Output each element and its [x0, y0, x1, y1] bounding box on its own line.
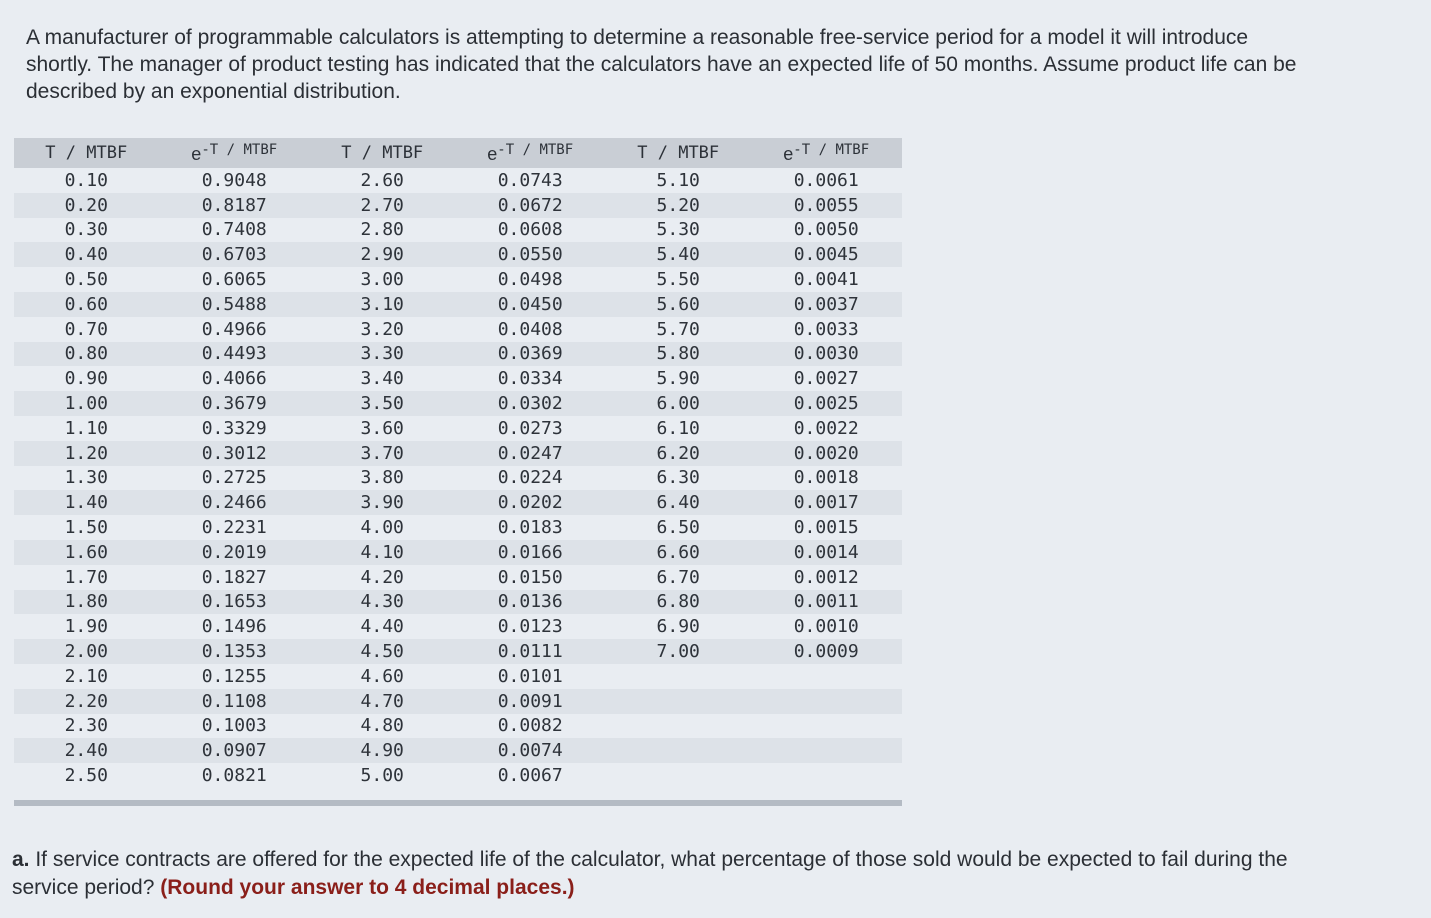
table-cell: 0.0101	[454, 664, 606, 689]
table-cell: 5.30	[606, 218, 750, 243]
table-cell: 0.6703	[158, 242, 310, 267]
table-cell: 0.0014	[750, 540, 902, 565]
table-cell: 0.0061	[750, 168, 902, 193]
table-cell: 0.0821	[158, 763, 310, 788]
table-row	[14, 416, 902, 441]
table-row	[14, 391, 902, 416]
table-cell: 3.20	[310, 317, 454, 342]
table-cell: 0.0027	[750, 366, 902, 391]
table-cell: 3.70	[310, 441, 454, 466]
table-body	[14, 168, 902, 788]
table-cell: 0.1003	[158, 714, 310, 739]
table-cell	[750, 664, 902, 689]
table-cell: 0.0608	[454, 218, 606, 243]
table-cell: 0.0041	[750, 267, 902, 292]
table-cell: 0.9048	[158, 168, 310, 193]
table-cell: 0.0743	[454, 168, 606, 193]
table-cell: 0.0247	[454, 441, 606, 466]
table-cell	[606, 664, 750, 689]
column-header-5	[750, 138, 902, 168]
table-cell: 0.0037	[750, 292, 902, 317]
table-cell: 4.60	[310, 664, 454, 689]
table-cell: 5.40	[606, 242, 750, 267]
exponential-distribution-table	[14, 138, 902, 788]
table-row	[14, 540, 902, 565]
table-row	[14, 366, 902, 391]
table-cell: 0.7408	[158, 218, 310, 243]
exp-base: e	[487, 143, 498, 164]
table-cell: 5.90	[606, 366, 750, 391]
table-cell: 4.90	[310, 738, 454, 763]
table-cell: 5.70	[606, 317, 750, 342]
table-cell: 0.0302	[454, 391, 606, 416]
table-cell: 0.0136	[454, 590, 606, 615]
table-cell: 1.80	[14, 590, 158, 615]
table-cell: 0.0030	[750, 342, 902, 367]
table-cell: 4.40	[310, 614, 454, 639]
column-header-2: T / MTBF	[310, 138, 454, 168]
table-cell: 5.20	[606, 193, 750, 218]
table-cell: 0.80	[14, 342, 158, 367]
table-row	[14, 763, 902, 788]
table-row	[14, 168, 902, 193]
table-row	[14, 639, 902, 664]
table-cell	[750, 689, 902, 714]
exp-base: e	[783, 143, 794, 164]
table-cell: 7.00	[606, 639, 750, 664]
table-cell: 0.20	[14, 193, 158, 218]
table-cell: 1.60	[14, 540, 158, 565]
table-cell: 0.0450	[454, 292, 606, 317]
table-cell: 6.40	[606, 490, 750, 515]
table-cell: 5.50	[606, 267, 750, 292]
table-cell: 3.40	[310, 366, 454, 391]
table-cell: 5.80	[606, 342, 750, 367]
table-row	[14, 714, 902, 739]
table-cell: 4.10	[310, 540, 454, 565]
table-cell	[606, 763, 750, 788]
column-header-1	[158, 138, 310, 168]
table-cell: 6.50	[606, 515, 750, 540]
rounding-instruction: (Round your answer to 4 decimal places.)	[160, 876, 575, 899]
table-cell: 0.8187	[158, 193, 310, 218]
table-cell: 0.0010	[750, 614, 902, 639]
table-cell: 0.0550	[454, 242, 606, 267]
table-cell: 0.0067	[454, 763, 606, 788]
table-cell: 0.5488	[158, 292, 310, 317]
table-cell: 0.0018	[750, 466, 902, 491]
table-cell: 0.2466	[158, 490, 310, 515]
table-cell: 2.90	[310, 242, 454, 267]
table-cell: 2.10	[14, 664, 158, 689]
table-cell: 0.0055	[750, 193, 902, 218]
table-cell: 6.10	[606, 416, 750, 441]
table-row	[14, 565, 902, 590]
table-row	[14, 664, 902, 689]
table-cell: 1.20	[14, 441, 158, 466]
table-cell: 2.70	[310, 193, 454, 218]
table-cell: 0.0015	[750, 515, 902, 540]
table-cell: 0.0011	[750, 590, 902, 615]
problem-intro: A manufacturer of programmable calculators is attempting to determine a reasonable free-service period for a model it will introduce shortly. The manager of product testing has indicated that the calculators have an expected life of 50 months. Assume product life can be described by an exponential distribution.	[26, 26, 1297, 103]
table-cell: 0.3679	[158, 391, 310, 416]
table-cell: 0.1255	[158, 664, 310, 689]
table-cell: 0.1653	[158, 590, 310, 615]
column-header-4: T / MTBF	[606, 138, 750, 168]
table-cell: 1.30	[14, 466, 158, 491]
table-cell: 6.00	[606, 391, 750, 416]
exp-base: e	[191, 143, 202, 164]
table-cell: 0.0074	[454, 738, 606, 763]
table-cell: 0.0033	[750, 317, 902, 342]
table-cell: 4.70	[310, 689, 454, 714]
table-cell: 0.90	[14, 366, 158, 391]
table-cell: 0.0012	[750, 565, 902, 590]
table-cell: 3.90	[310, 490, 454, 515]
table-cell: 1.00	[14, 391, 158, 416]
table-cell: 6.70	[606, 565, 750, 590]
table-row	[14, 242, 902, 267]
table-cell: 0.40	[14, 242, 158, 267]
table-cell: 0.0369	[454, 342, 606, 367]
table-cell: 4.50	[310, 639, 454, 664]
question-a	[12, 846, 1302, 902]
table-cell	[750, 738, 902, 763]
table-row	[14, 490, 902, 515]
table-cell: 4.00	[310, 515, 454, 540]
table-cell: 0.0123	[454, 614, 606, 639]
table-cell: 1.10	[14, 416, 158, 441]
table-cell: 3.30	[310, 342, 454, 367]
table-cell: 1.90	[14, 614, 158, 639]
table-cell: 0.0111	[454, 639, 606, 664]
table-row	[14, 342, 902, 367]
table-cell: 0.0091	[454, 689, 606, 714]
table-cell: 0.0202	[454, 490, 606, 515]
table-cell: 6.20	[606, 441, 750, 466]
table-cell: 0.30	[14, 218, 158, 243]
table-cell: 0.0166	[454, 540, 606, 565]
table-row	[14, 466, 902, 491]
table-cell: 3.10	[310, 292, 454, 317]
table-cell: 0.3329	[158, 416, 310, 441]
question-label: a.	[12, 848, 30, 871]
table-cell: 2.00	[14, 639, 158, 664]
table-cell: 0.0025	[750, 391, 902, 416]
table-cell: 0.60	[14, 292, 158, 317]
table-cell: 0.1496	[158, 614, 310, 639]
table-cell: 4.20	[310, 565, 454, 590]
table-cell	[606, 738, 750, 763]
table-cell: 0.0498	[454, 267, 606, 292]
exponential-table-container	[14, 138, 902, 788]
table-cell: 1.50	[14, 515, 158, 540]
table-cell: 0.1827	[158, 565, 310, 590]
table-cell: 0.2019	[158, 540, 310, 565]
table-cell: 2.60	[310, 168, 454, 193]
table-cell: 5.00	[310, 763, 454, 788]
table-cell: 0.1108	[158, 689, 310, 714]
table-cell	[750, 714, 902, 739]
table-cell: 0.1353	[158, 639, 310, 664]
table-cell: 0.0408	[454, 317, 606, 342]
table-cell: 3.80	[310, 466, 454, 491]
table-cell: 0.0224	[454, 466, 606, 491]
table-cell: 5.60	[606, 292, 750, 317]
table-row	[14, 267, 902, 292]
table-cell: 0.50	[14, 267, 158, 292]
table-cell: 6.30	[606, 466, 750, 491]
table-cell: 0.0672	[454, 193, 606, 218]
table-cell: 0.4966	[158, 317, 310, 342]
column-header-0: T / MTBF	[14, 138, 158, 168]
table-cell: 0.0082	[454, 714, 606, 739]
table-cell: 0.4493	[158, 342, 310, 367]
table-cell: 1.40	[14, 490, 158, 515]
table-row	[14, 515, 902, 540]
table-cell: 0.6065	[158, 267, 310, 292]
table-cell: 0.0334	[454, 366, 606, 391]
table-cell: 0.70	[14, 317, 158, 342]
question-text: If service contracts are offered for the expected life of the calculator, what percentage of those sold would be expected to fail during the service period?	[12, 848, 1288, 899]
table-cell	[750, 763, 902, 788]
table-cell: 4.80	[310, 714, 454, 739]
table-cell: 0.0020	[750, 441, 902, 466]
table-cell	[606, 714, 750, 739]
table-cell: 0.0150	[454, 565, 606, 590]
table-cell: 3.00	[310, 267, 454, 292]
table-row	[14, 689, 902, 714]
table-header	[14, 138, 902, 168]
table-cell: 0.0009	[750, 639, 902, 664]
table-cell: 0.0045	[750, 242, 902, 267]
table-cell: 1.70	[14, 565, 158, 590]
table-cell: 6.60	[606, 540, 750, 565]
table-cell: 0.3012	[158, 441, 310, 466]
table-cell: 6.90	[606, 614, 750, 639]
table-cell: 0.0273	[454, 416, 606, 441]
exp-superscript: -T / MTBF	[497, 141, 574, 158]
table-cell: 3.60	[310, 416, 454, 441]
table-cell: 0.0183	[454, 515, 606, 540]
table-cell: 0.0050	[750, 218, 902, 243]
table-cell: 2.30	[14, 714, 158, 739]
table-cell: 3.50	[310, 391, 454, 416]
column-header-3	[454, 138, 606, 168]
table-cell: 0.2725	[158, 466, 310, 491]
table-row	[14, 614, 902, 639]
table-bottom-rule	[14, 800, 902, 806]
table-cell: 0.10	[14, 168, 158, 193]
table-cell: 0.0907	[158, 738, 310, 763]
table-cell: 2.50	[14, 763, 158, 788]
table-row	[14, 441, 902, 466]
table-cell	[606, 689, 750, 714]
table-row	[14, 193, 902, 218]
table-cell: 0.2231	[158, 515, 310, 540]
table-cell: 0.0017	[750, 490, 902, 515]
exp-superscript: -T / MTBF	[201, 141, 278, 158]
table-cell: 4.30	[310, 590, 454, 615]
table-cell: 2.80	[310, 218, 454, 243]
table-cell: 0.4066	[158, 366, 310, 391]
table-cell: 0.0022	[750, 416, 902, 441]
table-header-row	[14, 138, 902, 168]
table-row	[14, 317, 902, 342]
table-cell: 2.20	[14, 689, 158, 714]
table-row	[14, 292, 902, 317]
table-cell: 6.80	[606, 590, 750, 615]
exp-superscript: -T / MTBF	[793, 141, 870, 158]
table-cell: 2.40	[14, 738, 158, 763]
table-cell: 5.10	[606, 168, 750, 193]
table-row	[14, 738, 902, 763]
table-row	[14, 218, 902, 243]
table-row	[14, 590, 902, 615]
